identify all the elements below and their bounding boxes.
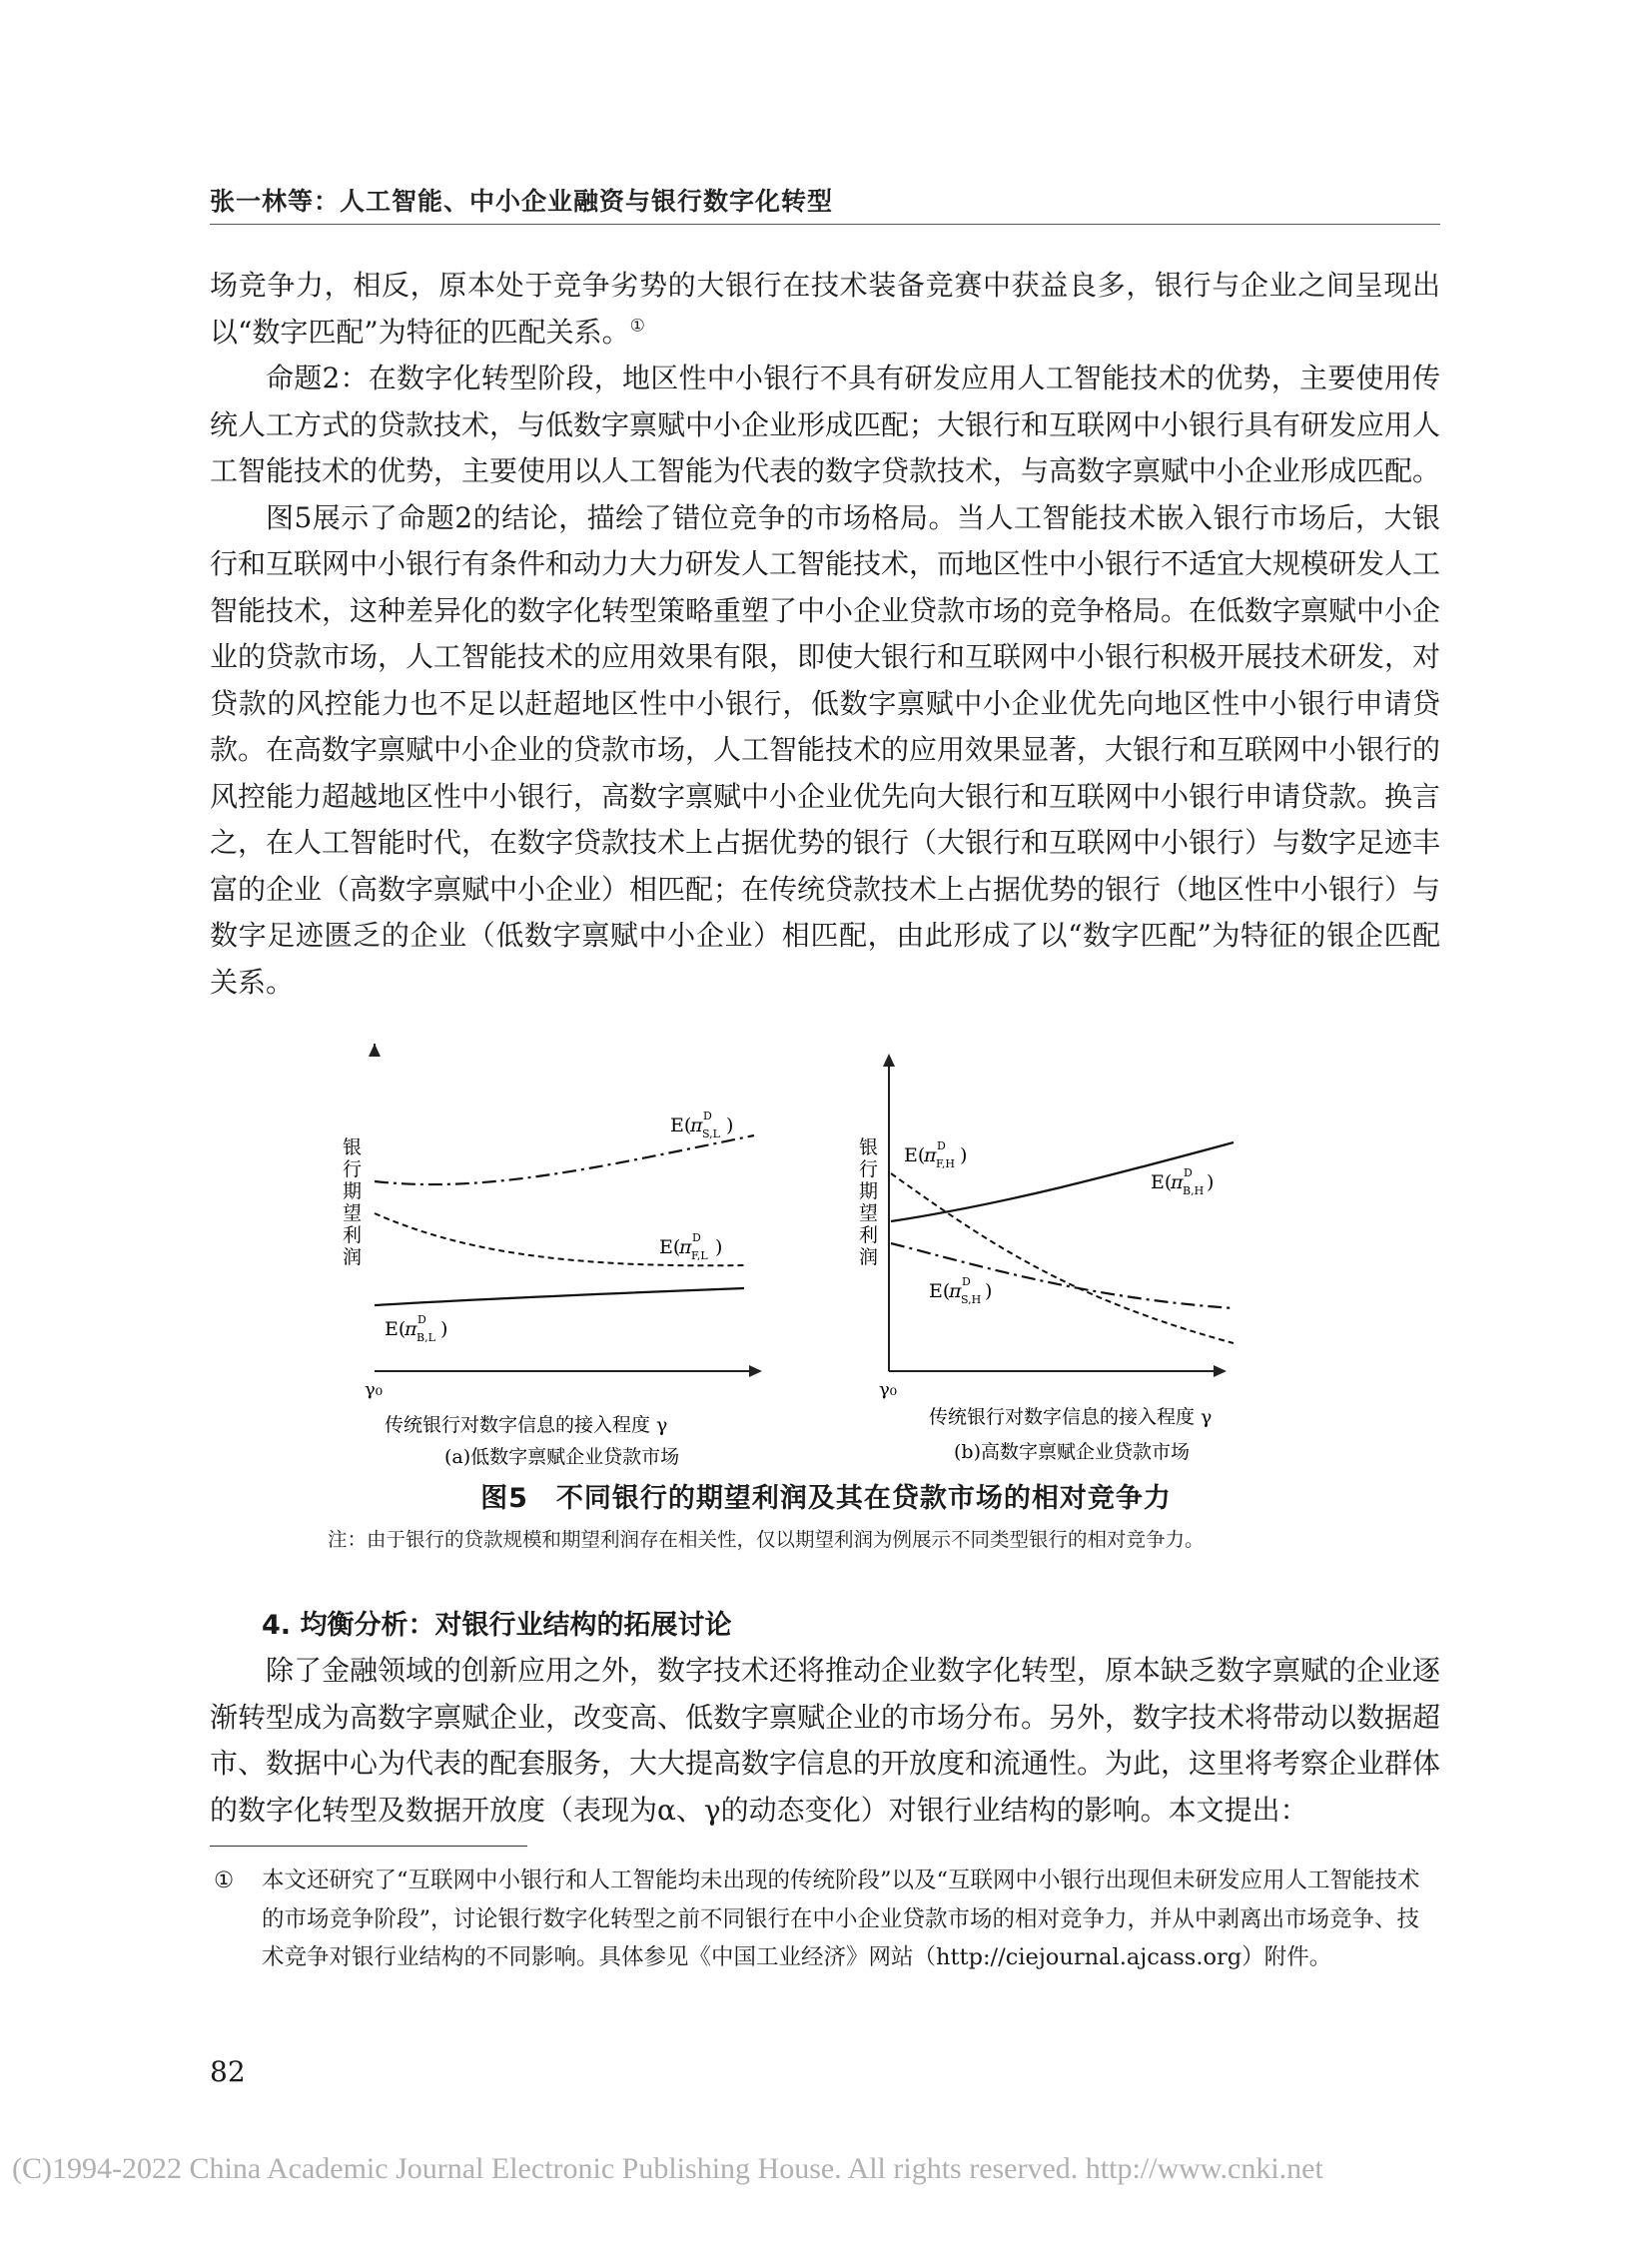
svg-text:π: π xyxy=(690,1115,703,1136)
svg-text:E(: E( xyxy=(670,1115,692,1136)
panel-a-ylabel: 银行期望利润 xyxy=(343,1136,363,1268)
svg-text:E(: E( xyxy=(904,1144,926,1166)
svg-text:F,H: F,H xyxy=(936,1157,956,1170)
svg-text:π: π xyxy=(949,1280,962,1302)
footnote-mark: ① xyxy=(214,1868,235,1893)
panel-b-ylabel: 银行期望利润 xyxy=(859,1136,879,1268)
section-body xyxy=(210,1648,1440,1834)
paragraph-3: 图5展示了命题2的结论，描绘了错位竞争的市场格局。当人工智能技术嵌入银行市场后，大银行和互联网中小银行有条件和动力大力研发人工智能技术，而地区性中小银行不适宜大规模研发人工智能技术，这种差异化的数字化转型策略重塑了中小企业贷款市场的竞争格局。在低数字禀赋中小企业的贷款市场，人工智能技术的应用效果有限，即使大银行和互联网中小银行积极开展技术研发，对贷款的风控能力也不足以赶超地区性中小银行，低数字禀赋中小企业优先向地区性中小银行申请贷款。在高数字禀赋中小企业的贷款市场，人工智能技术的应用效果显著，大银行和互联网中小银行的风控能力超越地区性中小银行，高数字禀赋中小企业优先向大银行和互联网中小银行申请贷款。换言之，在人工智能时代，在数字贷款技术上占据优势的银行（大银行和互联网中小银行）与数字足迹丰富的企业（高数字禀赋中小企业）相匹配；在传统贷款技术上占据优势的银行（地区性中小银行）与数字足迹匮乏的企业（低数字禀赋中小企业）相匹配，由此形成了以“数字匹配”为特征的银企匹配关系。 xyxy=(210,500,1441,999)
svg-text:): ) xyxy=(440,1318,448,1340)
panel-a xyxy=(343,1044,762,1468)
paragraph-1 xyxy=(210,263,1440,356)
svg-text:π: π xyxy=(679,1236,692,1258)
copyright-watermark: (C)1994-2022 China Academic Journal Electronic Publishing House. All rights reserved. http://www.cnki.net xyxy=(12,2152,1323,2185)
running-header: 张一林等：人工智能、中小企业融资与银行数字化转型 xyxy=(210,187,834,216)
figure-caption: 图5 不同银行的期望利润及其在贷款市场的相对竞争力 xyxy=(480,1483,1172,1514)
panel-b xyxy=(859,1054,1234,1463)
svg-text:E(: E( xyxy=(385,1318,407,1340)
curve-f-h xyxy=(891,1173,1234,1343)
svg-text:π: π xyxy=(924,1144,937,1166)
figure-5-svg xyxy=(335,1044,1333,1468)
svg-text:E(: E( xyxy=(929,1280,951,1302)
label-b-h xyxy=(1151,1166,1214,1197)
footnote-ref[interactable]: ① xyxy=(629,316,645,337)
curve-b-l xyxy=(375,1288,744,1305)
label-b-l xyxy=(385,1313,447,1344)
figure-note: 注：由于银行的贷款规模和期望利润存在相关性，仅以期望利润为例展示不同类型银行的相对竞争力。 xyxy=(328,1528,1205,1551)
panel-b-x-arrow xyxy=(1214,1365,1227,1377)
svg-text:): ) xyxy=(726,1115,734,1136)
svg-text:D: D xyxy=(417,1313,426,1326)
curve-s-l xyxy=(375,1135,754,1184)
panel-b-xlabel: 传统银行对数字信息的接入程度 γ xyxy=(929,1406,1213,1428)
panel-a-xlabel: 传统银行对数字信息的接入程度 γ xyxy=(385,1414,668,1436)
svg-text:S,L: S,L xyxy=(702,1127,720,1140)
svg-text:D: D xyxy=(937,1139,946,1152)
panel-b-subcaption: (b)高数字禀赋企业贷款市场 xyxy=(954,1441,1190,1463)
header-rule xyxy=(210,224,1440,225)
panel-a-subcaption: (a)低数字禀赋企业贷款市场 xyxy=(444,1446,680,1468)
paragraph-2: 命题2：在数字化转型阶段，地区性中小银行不具有研发应用人工智能技术的优势，主要使用传统人工方式的贷款技术，与低数字禀赋中小企业形成匹配；大银行和互联网中小银行具有研发应用人工智能技术的优势，主要使用以人工智能为代表的数字贷款技术，与高数字禀赋中小企业形成匹配。 xyxy=(210,362,1441,487)
paragraph-1-text: 场竞争力，相反，原本处于竞争劣势的大银行在技术装备竞赛中获益良多，银行与企业之间呈现出以“数字匹配”为特征的匹配关系。 xyxy=(210,269,1440,349)
svg-text:B,L: B,L xyxy=(416,1331,435,1344)
label-f-h xyxy=(904,1139,967,1170)
svg-text:): ) xyxy=(715,1236,723,1258)
panel-b-origin-label: γ₀ xyxy=(879,1379,897,1400)
panel-a-y-arrow xyxy=(369,1044,381,1057)
panel-b-y-arrow xyxy=(883,1054,895,1067)
svg-text:π: π xyxy=(405,1318,417,1340)
footnote-rule xyxy=(210,1846,527,1847)
svg-text:D: D xyxy=(703,1110,712,1122)
svg-text:π: π xyxy=(1171,1171,1184,1193)
page-number: 82 xyxy=(210,2055,246,2088)
svg-text:): ) xyxy=(1207,1171,1215,1193)
footnote-text: 本文还研究了“互联网中小银行和人工智能均未出现的传统阶段”以及“互联网中小银行出现但未研发应用人工智能技术的市场竞争阶段”，讨论银行数字化转型之前不同银行在中小企业贷款市场的相对竞争力，并从中剥离出市场竞争、技术竞争对银行业结构的不同影响。具体参见《中国工业经济》网站（http://ciejournal.ajcass.org）附件。 xyxy=(262,1868,1420,1970)
svg-text:S,H: S,H xyxy=(961,1293,982,1306)
label-s-l xyxy=(670,1110,733,1140)
svg-text:): ) xyxy=(960,1144,968,1166)
panel-a-origin-label: γ₀ xyxy=(365,1379,383,1400)
svg-text:D: D xyxy=(962,1275,971,1288)
svg-text:D: D xyxy=(1184,1166,1193,1179)
svg-text:E(: E( xyxy=(1151,1171,1173,1193)
section-paragraph: 除了金融领域的创新应用之外，数字技术还将推动企业数字化转型，原本缺乏数字禀赋的企业逐渐转型成为高数字禀赋企业，改变高、低数字禀赋企业的市场分布。另外，数字技术将带动以数据超市、数据中心为代表的配套服务，大大提高数字信息的开放度和流通性。为此，这里将考察企业群体的数字化转型及数据开放度（表现为α、γ的动态变化）对银行业结构的影响。本文提出： xyxy=(210,1654,1441,1827)
svg-text:): ) xyxy=(985,1280,993,1302)
panel-a-x-arrow xyxy=(749,1365,762,1377)
svg-text:D: D xyxy=(692,1231,701,1244)
figure-5 xyxy=(335,1044,1333,1472)
label-s-h xyxy=(929,1275,992,1306)
body-text-top xyxy=(210,263,1440,1006)
footnote xyxy=(214,1862,1440,1977)
svg-text:B,H: B,H xyxy=(1183,1184,1205,1197)
label-f-l xyxy=(659,1231,722,1262)
svg-text:F,L: F,L xyxy=(691,1249,708,1262)
section-title: 4. 均衡分析：对银行业结构的拓展讨论 xyxy=(262,1610,732,1641)
svg-text:E(: E( xyxy=(659,1236,681,1258)
